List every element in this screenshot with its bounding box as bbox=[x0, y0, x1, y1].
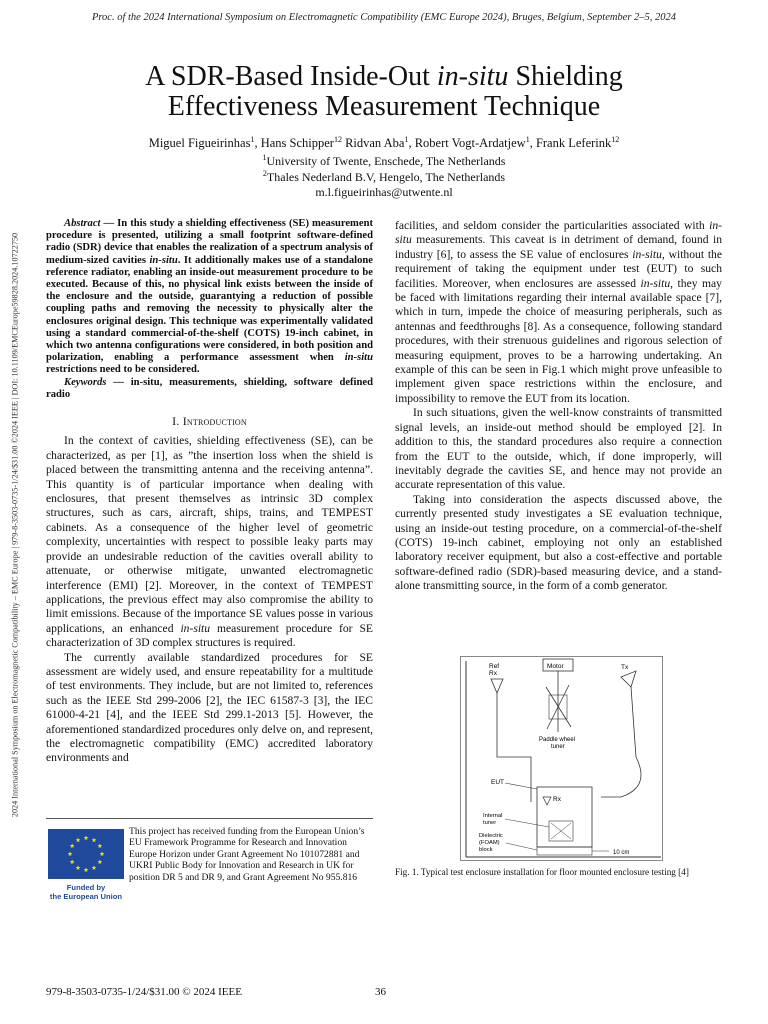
internal-tuner-label-2: tuner bbox=[483, 820, 497, 826]
title-part: A SDR-Based Inside-Out bbox=[145, 61, 437, 92]
eu-star-icon bbox=[76, 865, 81, 870]
author-email[interactable]: m.l.figueirinhas@utwente.nl bbox=[315, 185, 453, 199]
author: Miguel Figueirinhas$^1$, bbox=[148, 134, 261, 150]
eu-star-icon bbox=[100, 851, 105, 856]
right-column bbox=[395, 219, 722, 594]
page-number: 36 bbox=[375, 986, 386, 998]
author: Frank Leferink$^{12}$ bbox=[535, 134, 620, 150]
paragraph: facilities, and seldom consider the particularities associated with in-situ measurements. This caveat is in detriment of demand, found in industry [6], to assess the SE value of enclosures in-situ, without the requirement of taking the equipment under test (EUT) to such facilities. Moreover, when enclosures are assessed in-situ, they may be faced with limitations regarding their internal available space [7], which in turn, impede the choice of measuring peripherals, such as antennas and feedthroughs [8]. As a consequence, following standard procedures, with their strenuous guidelines and rigorous selection of measuring equipment, proves to be a harrowing undertaking. An example of this can be seen in Fig.1 which might prove unfeasible to implement given space restrictions within the enclosure, and impossibility to remove the EUT from its location. bbox=[395, 219, 722, 405]
dielectric-label-3: block bbox=[479, 847, 493, 853]
eu-star-icon bbox=[76, 838, 81, 843]
eu-logo bbox=[46, 829, 126, 911]
eu-flag-icon bbox=[48, 829, 124, 879]
paragraph: In such situations, given the well-know constraints of transmitted signal levels, an inside-out method should be employed [2]. In addition to this, the standard procedures also require a connection from the EUT to the outside, which, if done improperly, will inevitably degrade the cavities SE, and hence may not provide an accurate representation of this value. bbox=[395, 406, 722, 492]
eu-star-icon bbox=[70, 859, 75, 864]
eu-star-icon bbox=[92, 838, 97, 843]
author-list bbox=[0, 136, 768, 151]
rx-antenna-icon bbox=[543, 797, 551, 805]
doi-sidebar-text: 2024 International Symposium on Electromagnetic Compatibility – EMC Europe | 979-8-3503-0735-1/24/$31.00 ©2024 IEEE | DOI: 10.1109/EMCEurope59828.2024.10722750 bbox=[10, 232, 20, 818]
affiliation: $^2$Thales Nederland B.V, Hengelo, The Netherlands bbox=[262, 169, 506, 184]
paragraph: In the context of cavities, shielding effectiveness (SE), can be characterized, as per [1], as ”the insertion loss when the shield is placed between the transmitting antenna and the receiving antenna”. This quantity is of particular importance when dealing with enclosures, that present themselves as intrinsic 3D complex structures, such as cars, aircraft, ships, trains, and TEMPEST cabinets. As a consequence of the higher level of geometric complexity, uncertainties with respect to possible leaky parts may provide an undesirable reduction of the cavities overall ability to attenuate, or otherwise mitigate, unwanted electromagnetic interference (EMI) [2]. Moreover, in the context of TEMPEST applications, the previous effect may also compromise the ability to limit emissions. Because of the importance SE values posse in various applications, an enhanced in-situ measurement procedure for SE characterization of 3D complex structures is required. bbox=[46, 434, 373, 650]
internal-tuner-label: Internal bbox=[483, 813, 503, 819]
paragraph: Taking into consideration the aspects discussed above, the currently presented study investigates a SE evaluation technique, using an inside-out testing procedure, on a commercial-of-the-shelf (COTS) 19-inch cabinet, employing not only an established laboratory receiver equipment, but also a cost-effective and portable software-defined radio (SDR)-based measuring device, and a stand-alone transmitting source, in the form of a comb generator. bbox=[395, 492, 722, 593]
title-italic: in-situ bbox=[436, 61, 509, 92]
left-column bbox=[46, 218, 373, 766]
title-part: Shielding bbox=[508, 61, 623, 92]
ref-rx-antenna-icon bbox=[491, 679, 503, 693]
tx-label: Tx bbox=[621, 664, 629, 671]
abstract: Abstract — In this study a shielding effectiveness (SE) measurement procedure is presented, utilizing a small footprint software-defined radio (SDR) device that enables the realization of a spectrum analysis of medium-sized cavities in-situ. It additionally makes use of a standalone reference radiator, enabling an inside-out measurement procedure to be executed. Because of this, no physical link exists between the inside of the enclosure and the outside, guarantying a reduction of possible coupling paths and removing the necessity to physically alter the enclosures original design. This technique was experimentally validated using a standard commercial-of-the-shelf (COTS) 19-inch cabinet, in which two antenna configurations were considered, in both position and polarization, enabling a performance assessment when in-situ restrictions need to be considered. bbox=[46, 218, 373, 376]
affiliation: $^1$University of Twente, Enschede, The Netherlands bbox=[262, 153, 506, 168]
author: Hans Schipper$^{12}$ bbox=[260, 134, 342, 150]
eu-star-icon bbox=[92, 865, 97, 870]
eu-star-icon bbox=[84, 867, 89, 872]
author: Ridvan Aba$^1$, bbox=[345, 134, 415, 150]
eu-star-icon bbox=[84, 835, 89, 840]
eut-label: EUT bbox=[491, 779, 504, 786]
section-heading: I. Introduction bbox=[172, 414, 247, 429]
rx-label: Rx bbox=[553, 796, 561, 803]
ref-rx-label: Ref bbox=[489, 663, 500, 670]
eu-star-icon bbox=[68, 851, 73, 856]
tx-antenna-icon bbox=[621, 671, 636, 687]
motor-label: Motor bbox=[547, 663, 564, 670]
funding-text: This project has received funding from the European Union’s EU Framework Programme for Research and Innovation Europe Horizon under Grant Agreement No 101072881 and UKRI Public Body for Innovation and Research in UK for position DR 5 and DR 9, and Grant Agreement No 955.816 bbox=[129, 826, 365, 883]
paddle-label-2: tuner bbox=[551, 744, 565, 750]
paper-title bbox=[40, 62, 728, 122]
ref-rx-label-2: Rx bbox=[489, 670, 497, 677]
dielectric-label: Dielectric bbox=[479, 833, 503, 839]
eu-funded-label: Funded by the European Union bbox=[49, 883, 123, 901]
eu-star-icon bbox=[70, 843, 75, 848]
footer-isbn: 979-8-3503-0735-1/24/$31.00 © 2024 IEEE bbox=[46, 986, 242, 998]
figure-1 bbox=[460, 656, 663, 861]
doi-sidebar bbox=[8, 165, 22, 885]
paragraph: The currently available standardized procedures for SE assessment are widely used, and ensure repeatability for a multitude of test environments. They include, but are not limited to, references such as the IEEE Std 299-2006 [2], the IEC 61587-3 [3], the IEC 61000-4-21 [4], and the IEEE Std 299.1-2013 [5]. However, the aforementioned standardized procedures only delve on, and represent, the electromagnetic compatibility (EMC) accredited laboratory environments and bbox=[46, 650, 373, 765]
figure-caption: Fig. 1. Typical test enclosure installation for floor mounted enclosure testing [4] bbox=[395, 867, 689, 877]
author: Robert Vogt-Ardatjew$^1$, bbox=[414, 134, 536, 150]
eu-star-icon bbox=[97, 859, 102, 864]
eu-star-icon bbox=[97, 843, 102, 848]
paddle-label: Paddle wheel bbox=[539, 737, 576, 743]
funding-notice bbox=[46, 818, 373, 901]
conference-header: Proc. of the 2024 International Symposium on Electromagnetic Compatibility (EMC Europe 2024), Bruges, Belgium, September 2–5, 2024 bbox=[91, 12, 677, 23]
title-line2: Effectiveness Measurement Technique bbox=[167, 91, 601, 122]
test-setup-diagram bbox=[461, 657, 664, 862]
keywords: Keywords — in-situ, measurements, shielding, software defined radio bbox=[46, 376, 373, 400]
eut-box bbox=[537, 787, 592, 847]
distance-label: 10 cm bbox=[613, 850, 630, 856]
dielectric-label-2: (FOAM) bbox=[479, 840, 500, 846]
